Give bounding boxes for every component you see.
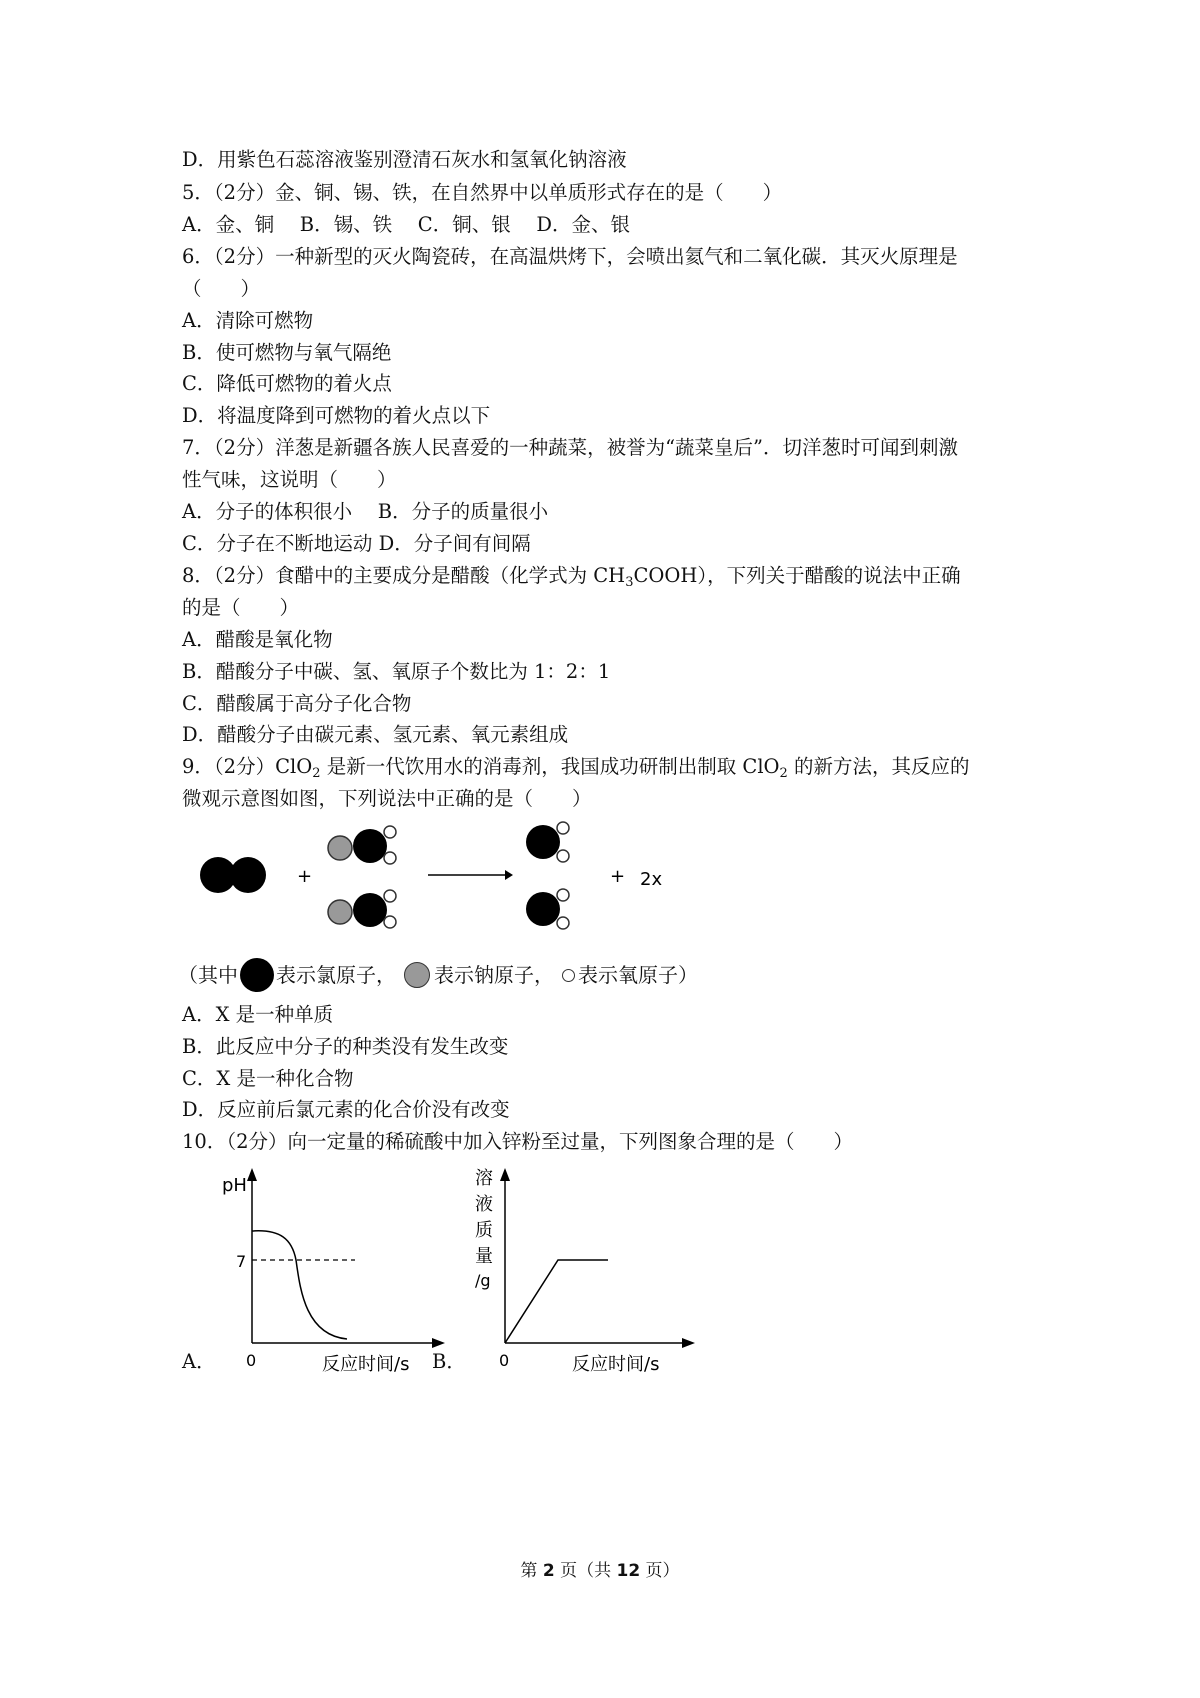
y-axis-arrow (247, 1168, 257, 1181)
q9-subscript-1: 2 (312, 766, 321, 781)
q7-stem-line1: 7．（2分）洋葱是新疆各族人民喜爱的一种蔬菜，被誉为“蔬菜皇后”．切洋葱时可闻到刺激 (182, 436, 959, 459)
tick-7: 7 (236, 1252, 247, 1271)
origin-label: 0 (499, 1351, 510, 1370)
chlorine-atom (526, 825, 560, 859)
oxygen-atom (384, 826, 396, 838)
q7-options-ab: A．分子的体积很小 B．分子的质量很小 (182, 500, 549, 523)
chlorine-atom (353, 893, 387, 927)
reaction-diagram (180, 820, 700, 945)
footer-mid: 页（共 (554, 1561, 617, 1581)
oxygen-atom (557, 889, 569, 901)
page-total: 12 (616, 1561, 641, 1581)
legend-oxygen: 表示氧原子） (578, 963, 698, 987)
q7-stem-line2: 性气味，这说明（ ） (182, 468, 397, 491)
q6-option-a: A．清除可燃物 (182, 309, 314, 332)
chlorine-atom (526, 892, 560, 926)
q7-options-cd: C．分子在不断地运动 D．分子间有间隔 (182, 532, 531, 555)
x-axis-arrow (432, 1338, 445, 1348)
chlorine-atom (230, 857, 266, 893)
q9-stem-line1 (182, 754, 970, 787)
legend-chlorine: 表示氯原子， (276, 963, 396, 987)
q9-stem-end: 的新方法，其反应的 (787, 755, 970, 778)
origin-label: 0 (246, 1351, 257, 1370)
q5-options: A．金、铜 B．锡、铁 C．铜、银 D．金、银 (182, 213, 631, 236)
q6-option-d: D．将温度降到可燃物的着火点以下 (182, 404, 491, 427)
x-axis-label: 反应时间/s (322, 1354, 410, 1373)
legend-sodium: 表示钠原子， (434, 963, 554, 987)
ph-curve (252, 1231, 347, 1339)
footer-pre: 第 (520, 1561, 543, 1581)
y-axis-label: 质 (475, 1220, 493, 1241)
graph-a-option-label: A． (182, 1350, 216, 1373)
arrow-head (505, 870, 513, 880)
q9-stem-line2: 微观示意图如图，下列说法中正确的是（ ） (182, 787, 592, 810)
page-number: 2 (542, 1561, 555, 1581)
q9-stem-start: 9．（2分）ClO (182, 755, 313, 778)
graph-b-option-label: B． (432, 1350, 466, 1373)
q8-option-c: C．醋酸属于高分子化合物 (182, 692, 412, 715)
q9-subscript-2: 2 (779, 766, 788, 781)
q8-option-d: D．醋酸分子由碳元素、氢元素、氧元素组成 (182, 723, 569, 746)
chlorine-atom-icon (240, 958, 274, 992)
y-axis-arrow (500, 1168, 510, 1181)
q8-option-a: A．醋酸是氧化物 (182, 628, 333, 651)
q6-stem-line1: 6．（2分）一种新型的灭火陶瓷砖，在高温烘烤下，会喷出氦气和二氧化碳．其灭火原理是 (182, 245, 958, 268)
product-2x: 2x (640, 869, 663, 890)
graph-a-ph (210, 1163, 450, 1373)
q8-option-b: B．醋酸分子中碳、氢、氧原子个数比为 1：2：1 (182, 660, 611, 683)
chlorine-atom (353, 829, 387, 863)
y-axis-label: 溶 (475, 1168, 493, 1189)
q9-option-d: D．反应前后氯元素的化合价没有改变 (182, 1098, 510, 1121)
plus-sign: + (297, 866, 313, 887)
q10-stem: 10．（2分）向一定量的稀硫酸中加入锌粉至过量，下列图象合理的是（ ） (182, 1130, 853, 1153)
oxygen-atom (557, 822, 569, 834)
x-axis-arrow (682, 1338, 695, 1348)
q6-option-c: C．降低可燃物的着火点 (182, 372, 392, 395)
oxygen-atom (384, 852, 396, 864)
sodium-atom-icon (404, 962, 430, 988)
q8-stem-end: COOH），下列关于醋酸的说法中正确 (633, 564, 961, 587)
q8-stem-line1 (182, 563, 961, 596)
q9-option-c: C．X 是一种化合物 (182, 1067, 354, 1090)
sodium-atom (328, 900, 352, 924)
atom-legend (178, 957, 698, 993)
footer-post: 页） (640, 1561, 680, 1581)
y-axis-label: /g (475, 1271, 491, 1290)
q6-stem-line2: （ ） (182, 277, 261, 300)
q8-stem-start: 8．（2分）食醋中的主要成分是醋酸（化学式为 CH (182, 564, 626, 587)
q9-option-b: B．此反应中分子的种类没有发生改变 (182, 1035, 509, 1058)
oxygen-atom (384, 890, 396, 902)
q6-option-b: B．使可燃物与氧气隔绝 (182, 341, 392, 364)
x-axis-label: 反应时间/s (572, 1354, 660, 1375)
y-axis-label: 量 (475, 1246, 493, 1267)
q8-stem-line2: 的是（ ） (182, 596, 300, 619)
page-footer (0, 1556, 1200, 1581)
mass-line (505, 1260, 608, 1343)
sodium-atom (328, 836, 352, 860)
plus-sign: + (610, 866, 626, 887)
y-axis-label: 液 (475, 1194, 493, 1215)
oxygen-atom (557, 917, 569, 929)
q8-subscript: 3 (625, 575, 634, 590)
q5-stem: 5．（2分）金、铜、锡、铁，在自然界中以单质形式存在的是（ ） (182, 181, 783, 204)
oxygen-atom (557, 850, 569, 862)
oxygen-atom (384, 916, 396, 928)
graph-b-solution-mass (460, 1160, 700, 1375)
q9-stem-mid: 是新一代饮用水的消毒剂，我国成功研制出制取 ClO (320, 755, 780, 778)
q4-option-d: D．用紫色石蕊溶液鉴别澄清石灰水和氢氧化钠溶液 (182, 148, 627, 171)
y-axis-label: pH (222, 1175, 247, 1196)
oxygen-atom-icon (562, 969, 575, 982)
q9-option-a: A．X 是一种单质 (182, 1003, 334, 1026)
legend-open: （其中 (178, 963, 238, 987)
